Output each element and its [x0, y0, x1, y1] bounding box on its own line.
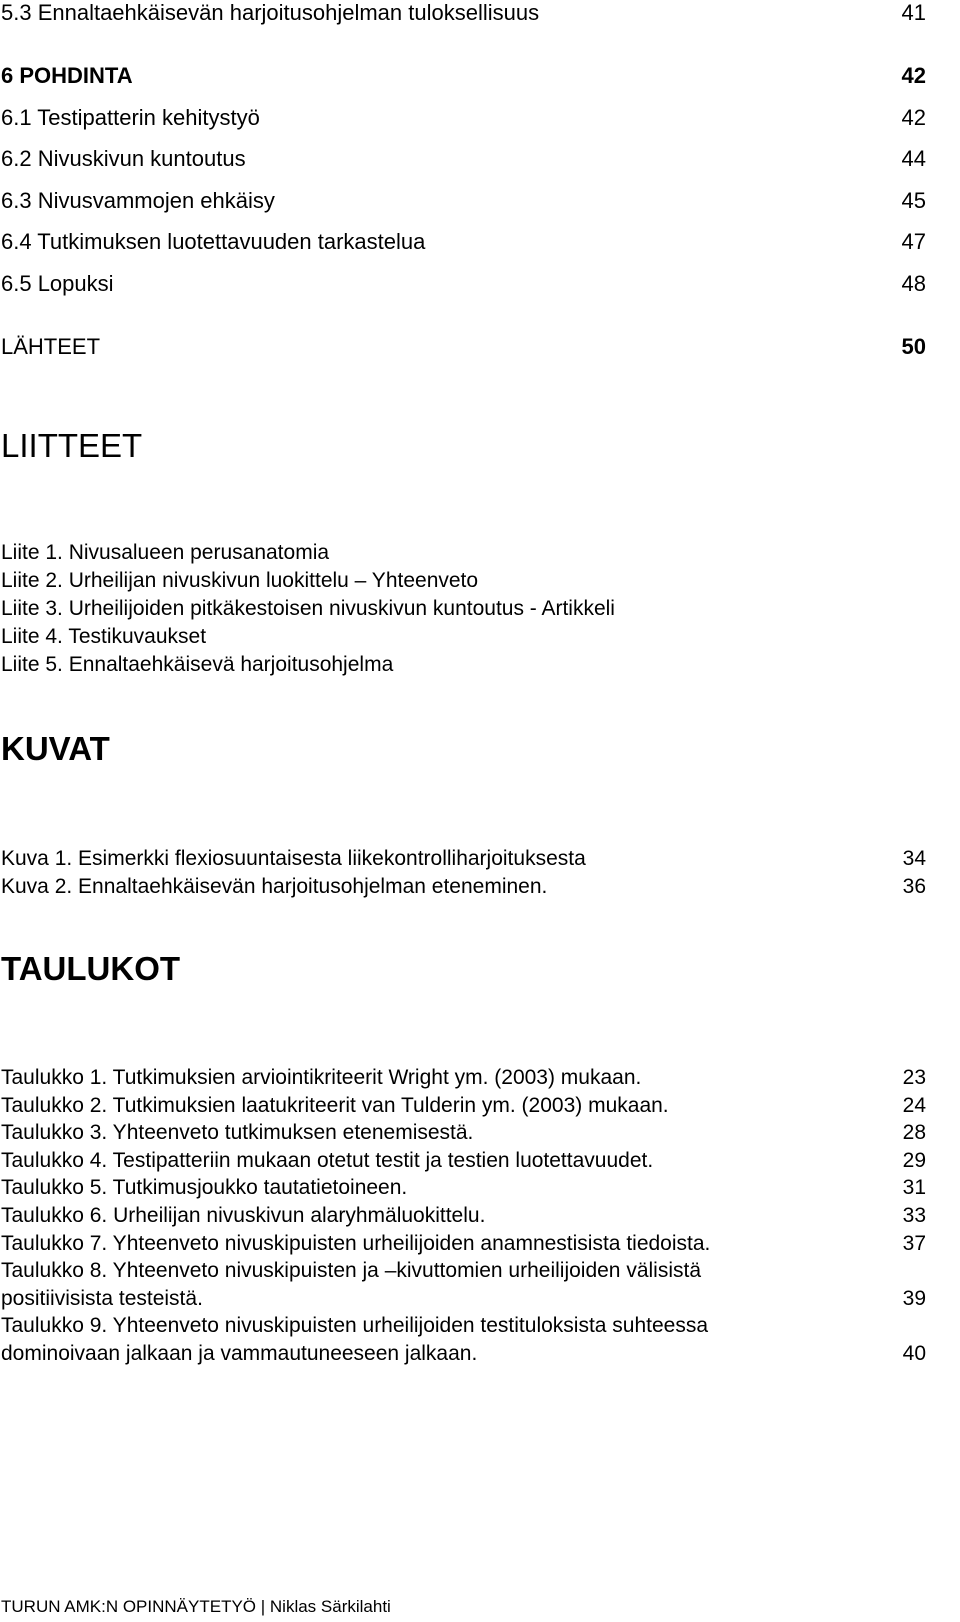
table-list-item [1, 1174, 926, 1202]
toc-entry [1, 146, 926, 172]
table-list [1, 1064, 926, 1368]
table-title: Taulukko 7. Yhteenveto nivuskipuisten urheilijoiden anamnestisista tiedoista. [1, 1231, 711, 1255]
table-page: 24 [902, 1093, 926, 1117]
appendix-item: Liite 2. Urheilijan nivuskivun luokittelu – Yhteenveto [1, 569, 479, 592]
toc-entry [1, 188, 926, 214]
table-list-item-continued [1, 1285, 926, 1313]
table-page: 37 [902, 1231, 926, 1255]
figure-list [1, 845, 926, 901]
table-list-item [1, 1064, 926, 1092]
table-title: Taulukko 2. Tutkimuksien laatukriteerit van Tulderin ym. (2003) mukaan. [1, 1093, 669, 1117]
table-title: Taulukko 3. Yhteenveto tutkimuksen etenemisestä. [1, 1121, 474, 1145]
toc-entry-page: 50 [901, 334, 926, 359]
toc-entry-page: 42 [901, 63, 926, 88]
toc-entry-title: 6.2 Nivuskivun kuntoutus [1, 146, 246, 171]
table-list-item-continued [1, 1340, 926, 1368]
figure-page: 34 [902, 847, 926, 870]
toc-entry [1, 0, 926, 26]
table-title: Taulukko 5. Tutkimusjoukko tautatietoineen. [1, 1176, 408, 1200]
table-page: 31 [902, 1176, 926, 1200]
toc-chapter [1, 334, 926, 360]
toc-entry-title: 5.3 Ennaltaehkäisevän harjoitusohjelman tuloksellisuus [1, 0, 540, 25]
figure-title: Kuva 1. Esimerkki flexiosuuntaisesta liikekontrolliharjoituksesta [1, 847, 586, 870]
toc-entry [1, 271, 926, 297]
toc-entry-page: 45 [901, 188, 926, 213]
table-title: Taulukko 8. Yhteenveto nivuskipuisten ja –kivuttomien urheilijoiden välisistä [1, 1259, 702, 1283]
toc-entry-page: 44 [901, 146, 926, 171]
toc-entry-title: LÄHTEET [1, 334, 101, 359]
table-title: Taulukko 1. Tutkimuksien arviointikriteerit Wright ym. (2003) mukaan. [1, 1066, 642, 1089]
table-title: Taulukko 9. Yhteenveto nivuskipuisten urheilijoiden testituloksista suhteessa [1, 1314, 709, 1338]
figure-title: Kuva 2. Ennaltaehkäisevän harjoitusohjelman eteneminen. [1, 875, 548, 898]
section-heading-taulukot: TAULUKOT [1, 950, 181, 987]
page-footer: TURUN AMK:N OPINNÄYTETYÖ | Niklas Särkilahti [1, 1597, 391, 1616]
table-list-item [1, 1312, 926, 1340]
table-title: positiivisista testeistä. [1, 1286, 203, 1310]
table-list-item [1, 1092, 926, 1120]
toc-entry-page: 48 [901, 271, 926, 296]
toc-entry-title: 6.1 Testipatterin kehitystyö [1, 105, 260, 130]
figure-list-item [1, 845, 926, 873]
table-page: 23 [902, 1066, 926, 1089]
table-title: Taulukko 4. Testipatteriin mukaan otetut testit ja testien luotettavuudet. [1, 1148, 654, 1172]
section-heading-kuvat: KUVAT [1, 730, 110, 767]
table-list-item [1, 1230, 926, 1258]
appendix-item: Liite 1. Nivusalueen perusanatomia [1, 541, 330, 564]
table-title: dominoivaan jalkaan ja vammautuneeseen jalkaan. [1, 1341, 478, 1365]
section-heading-liitteet: LIITTEET [1, 427, 143, 464]
toc-chapter [1, 63, 926, 89]
appendix-item: Liite 4. Testikuvaukset [1, 625, 207, 648]
toc-entry [1, 229, 926, 255]
toc-entry-page: 41 [901, 0, 926, 25]
toc-entry-title: 6.4 Tutkimuksen luotettavuuden tarkastelua [1, 229, 426, 254]
appendix-item: Liite 3. Urheilijoiden pitkäkestoisen nivuskivun kuntoutus - Artikkeli [1, 597, 615, 620]
table-page: 40 [902, 1341, 926, 1365]
table-list-item [1, 1147, 926, 1175]
toc-entry-page: 47 [901, 229, 926, 254]
table-page: 33 [902, 1203, 926, 1227]
table-list-item [1, 1257, 926, 1285]
toc-entry-title: 6.3 Nivusvammojen ehkäisy [1, 188, 275, 213]
toc-entry-title: 6 POHDINTA [1, 63, 133, 88]
figure-list-item [1, 873, 926, 901]
table-page: 28 [902, 1121, 926, 1145]
appendix-item: Liite 5. Ennaltaehkäisevä harjoitusohjelma [1, 653, 394, 676]
toc-entry [1, 105, 926, 131]
table-page: 29 [902, 1148, 926, 1172]
figure-page: 36 [902, 875, 926, 898]
table-title: Taulukko 6. Urheilijan nivuskivun alaryhmäluokittelu. [1, 1203, 486, 1227]
table-page: 39 [902, 1286, 926, 1310]
toc-entry-title: 6.5 Lopuksi [1, 271, 114, 296]
toc-entry-page: 42 [901, 105, 926, 130]
table-list-item [1, 1119, 926, 1147]
table-list-item [1, 1202, 926, 1230]
